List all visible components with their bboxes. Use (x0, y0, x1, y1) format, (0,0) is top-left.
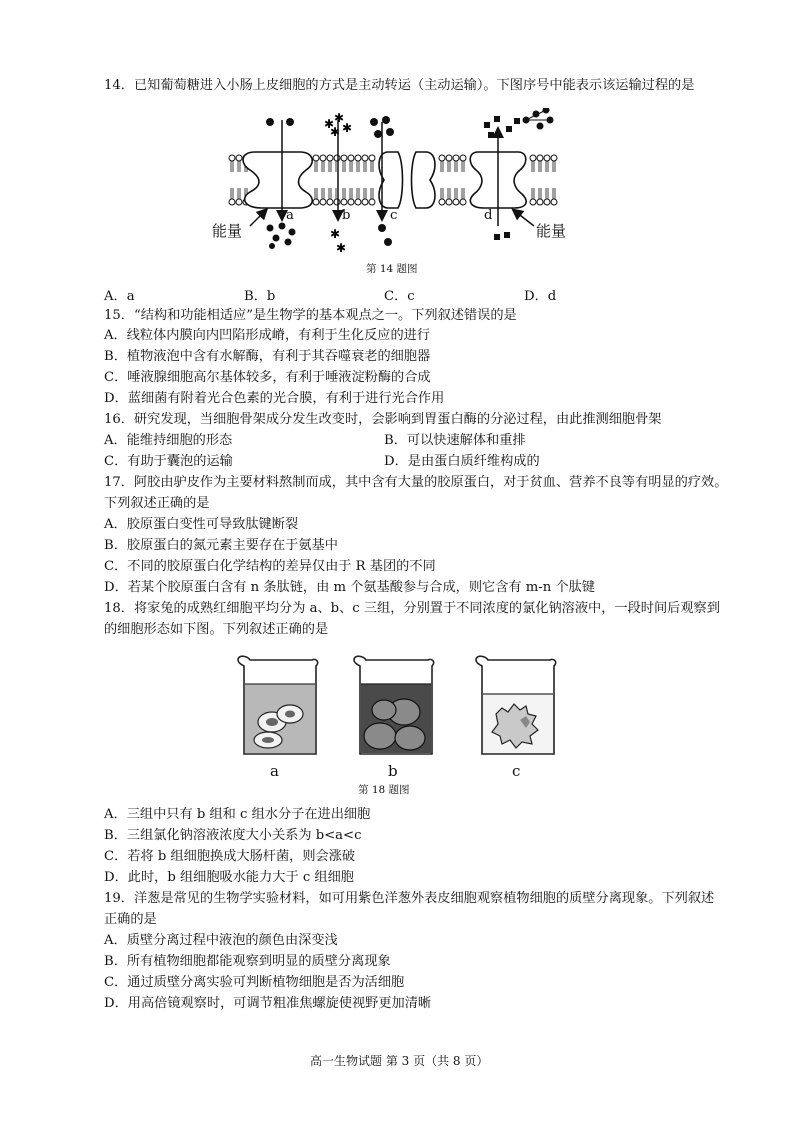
q15-option-c[interactable]: C．唾液腺细胞高尔基体较多，有利于唾液淀粉酶的合成 (104, 370, 431, 385)
beaker-figure (0, 650, 794, 770)
svg-text:✱: ✱ (342, 121, 353, 135)
q17-stem-line1: 17．阿胶由驴皮作为主要材料熬制而成，其中含有大量的胶原蛋白，对于贫血、营养不良等有明显的疗效。 (104, 475, 728, 490)
q17-option-d[interactable]: D．若某个胶原蛋白含有 n 条肽链，由 m 个氨基酸参与合成，则它含有 m-n 个肽键 (104, 580, 595, 595)
q16-option-b[interactable]: B．可以快速解体和重排 (384, 433, 526, 448)
q18-caption: 第 18 题图 (358, 784, 410, 796)
svg-text:✱: ✱ (330, 227, 341, 241)
page-footer: 高一生物试题 第 3 页（共 8 页） (310, 1054, 489, 1068)
beaker-label-b: b (388, 762, 398, 780)
q19-stem-line1: 19．洋葱是常见的生物学实验材料，如可用紫色洋葱外表皮细胞观察植物细胞的质壁分离现象。下列叙述 (104, 891, 715, 906)
q14-option-b[interactable]: B．b (244, 289, 276, 304)
q15-stem: 15．“结构和功能相适应”是生物学的基本观点之一。下列叙述错误的是 (104, 308, 517, 323)
q18-option-b[interactable]: B．三组氯化钠溶液浓度大小关系为 b<a<c (104, 828, 362, 843)
q19-option-a[interactable]: A．质壁分离过程中液泡的颜色由深变浅 (104, 933, 338, 948)
svg-text:✱: ✱ (334, 111, 345, 125)
q17-option-a[interactable]: A．胶原蛋白变性可导致肽键断裂 (104, 517, 299, 532)
figure-label-b: b (342, 208, 351, 223)
svg-text:✱: ✱ (330, 125, 341, 139)
q16-option-a[interactable]: A．能维持细胞的形态 (104, 433, 233, 448)
q17-option-b[interactable]: B．胶原蛋白的氮元素主要存在于氨基中 (104, 538, 338, 553)
figure-label-d: d (484, 208, 493, 223)
q14-option-a[interactable]: A．a (104, 289, 135, 304)
channel-protein-c (379, 152, 435, 208)
energy-label-left: 能量 (212, 222, 243, 240)
carrier-protein-a (243, 152, 312, 208)
figure-label-a: a (286, 208, 294, 223)
q18-option-d[interactable]: D．此时，b 组细胞吸水能力大于 c 组细胞 (104, 870, 354, 885)
q16-option-c[interactable]: C．有助于囊泡的运输 (104, 454, 233, 469)
q14-option-c[interactable]: C．c (384, 289, 415, 304)
q16-stem: 16．研究发现，当细胞骨架成分发生改变时，会影响到胃蛋白酶的分泌过程，由此推测细胞骨架 (104, 412, 662, 427)
q18-stem-line1: 18．将家兔的成熟红细胞平均分为 a、b、c 三组，分别置于不同浓度的氯化钠溶液中，一段时间后观察到 (104, 601, 720, 616)
q14-option-d[interactable]: D．d (524, 289, 557, 304)
q19-option-d[interactable]: D．用高倍镜观察时，可调节粗准焦螺旋使视野更加清晰 (104, 996, 432, 1011)
q19-option-c[interactable]: C．通过质壁分离实验可判断植物细胞是否为活细胞 (104, 975, 405, 990)
q15-option-b[interactable]: B．植物液泡中含有水解酶，有利于其吞噬衰老的细胞器 (104, 349, 431, 364)
q15-option-a[interactable]: A．线粒体内膜向内凹陷形成嵴，有利于生化反应的进行 (104, 328, 431, 343)
q14-caption: 第 14 题图 (366, 263, 418, 275)
svg-text:✱: ✱ (324, 117, 335, 131)
beaker-b (354, 656, 434, 754)
q16-option-d[interactable]: D．是由蛋白质纤维构成的 (384, 454, 540, 469)
q18-option-a[interactable]: A．三组中只有 b 组和 c 组水分子在进出细胞 (104, 807, 371, 822)
q15-option-d[interactable]: D．蓝细菌有附着光合色素的光合膜，有利于进行光合作用 (104, 391, 445, 406)
energy-label-right: 能量 (536, 222, 567, 240)
svg-text:✱: ✱ (336, 241, 347, 255)
q17-stem-line2: 下列叙述正确的是 (104, 496, 210, 511)
beaker-a (238, 656, 318, 754)
q19-option-b[interactable]: B．所有植物细胞都能观察到明显的质壁分离现象 (104, 954, 391, 969)
figure-label-c: c (390, 208, 398, 223)
q14-stem: 14．已知葡萄糖进入小肠上皮细胞的方式是主动转运（主动运输）。下图序号中能表示该运输过程的是 (104, 78, 695, 93)
membrane-transport-figure (0, 108, 794, 268)
beaker-label-a: a (270, 762, 279, 780)
q17-option-c[interactable]: C．不同的胶原蛋白化学结构的差异仅由于 R 基团的不同 (104, 559, 436, 574)
beaker-c (476, 656, 556, 754)
q18-stem-line2: 的细胞形态如下图。下列叙述正确的是 (104, 622, 329, 637)
q18-option-c[interactable]: C．若将 b 组细胞换成大肠杆菌，则会涨破 (104, 849, 356, 864)
beaker-label-c: c (512, 762, 521, 780)
q19-stem-line2: 正确的是 (104, 912, 157, 927)
